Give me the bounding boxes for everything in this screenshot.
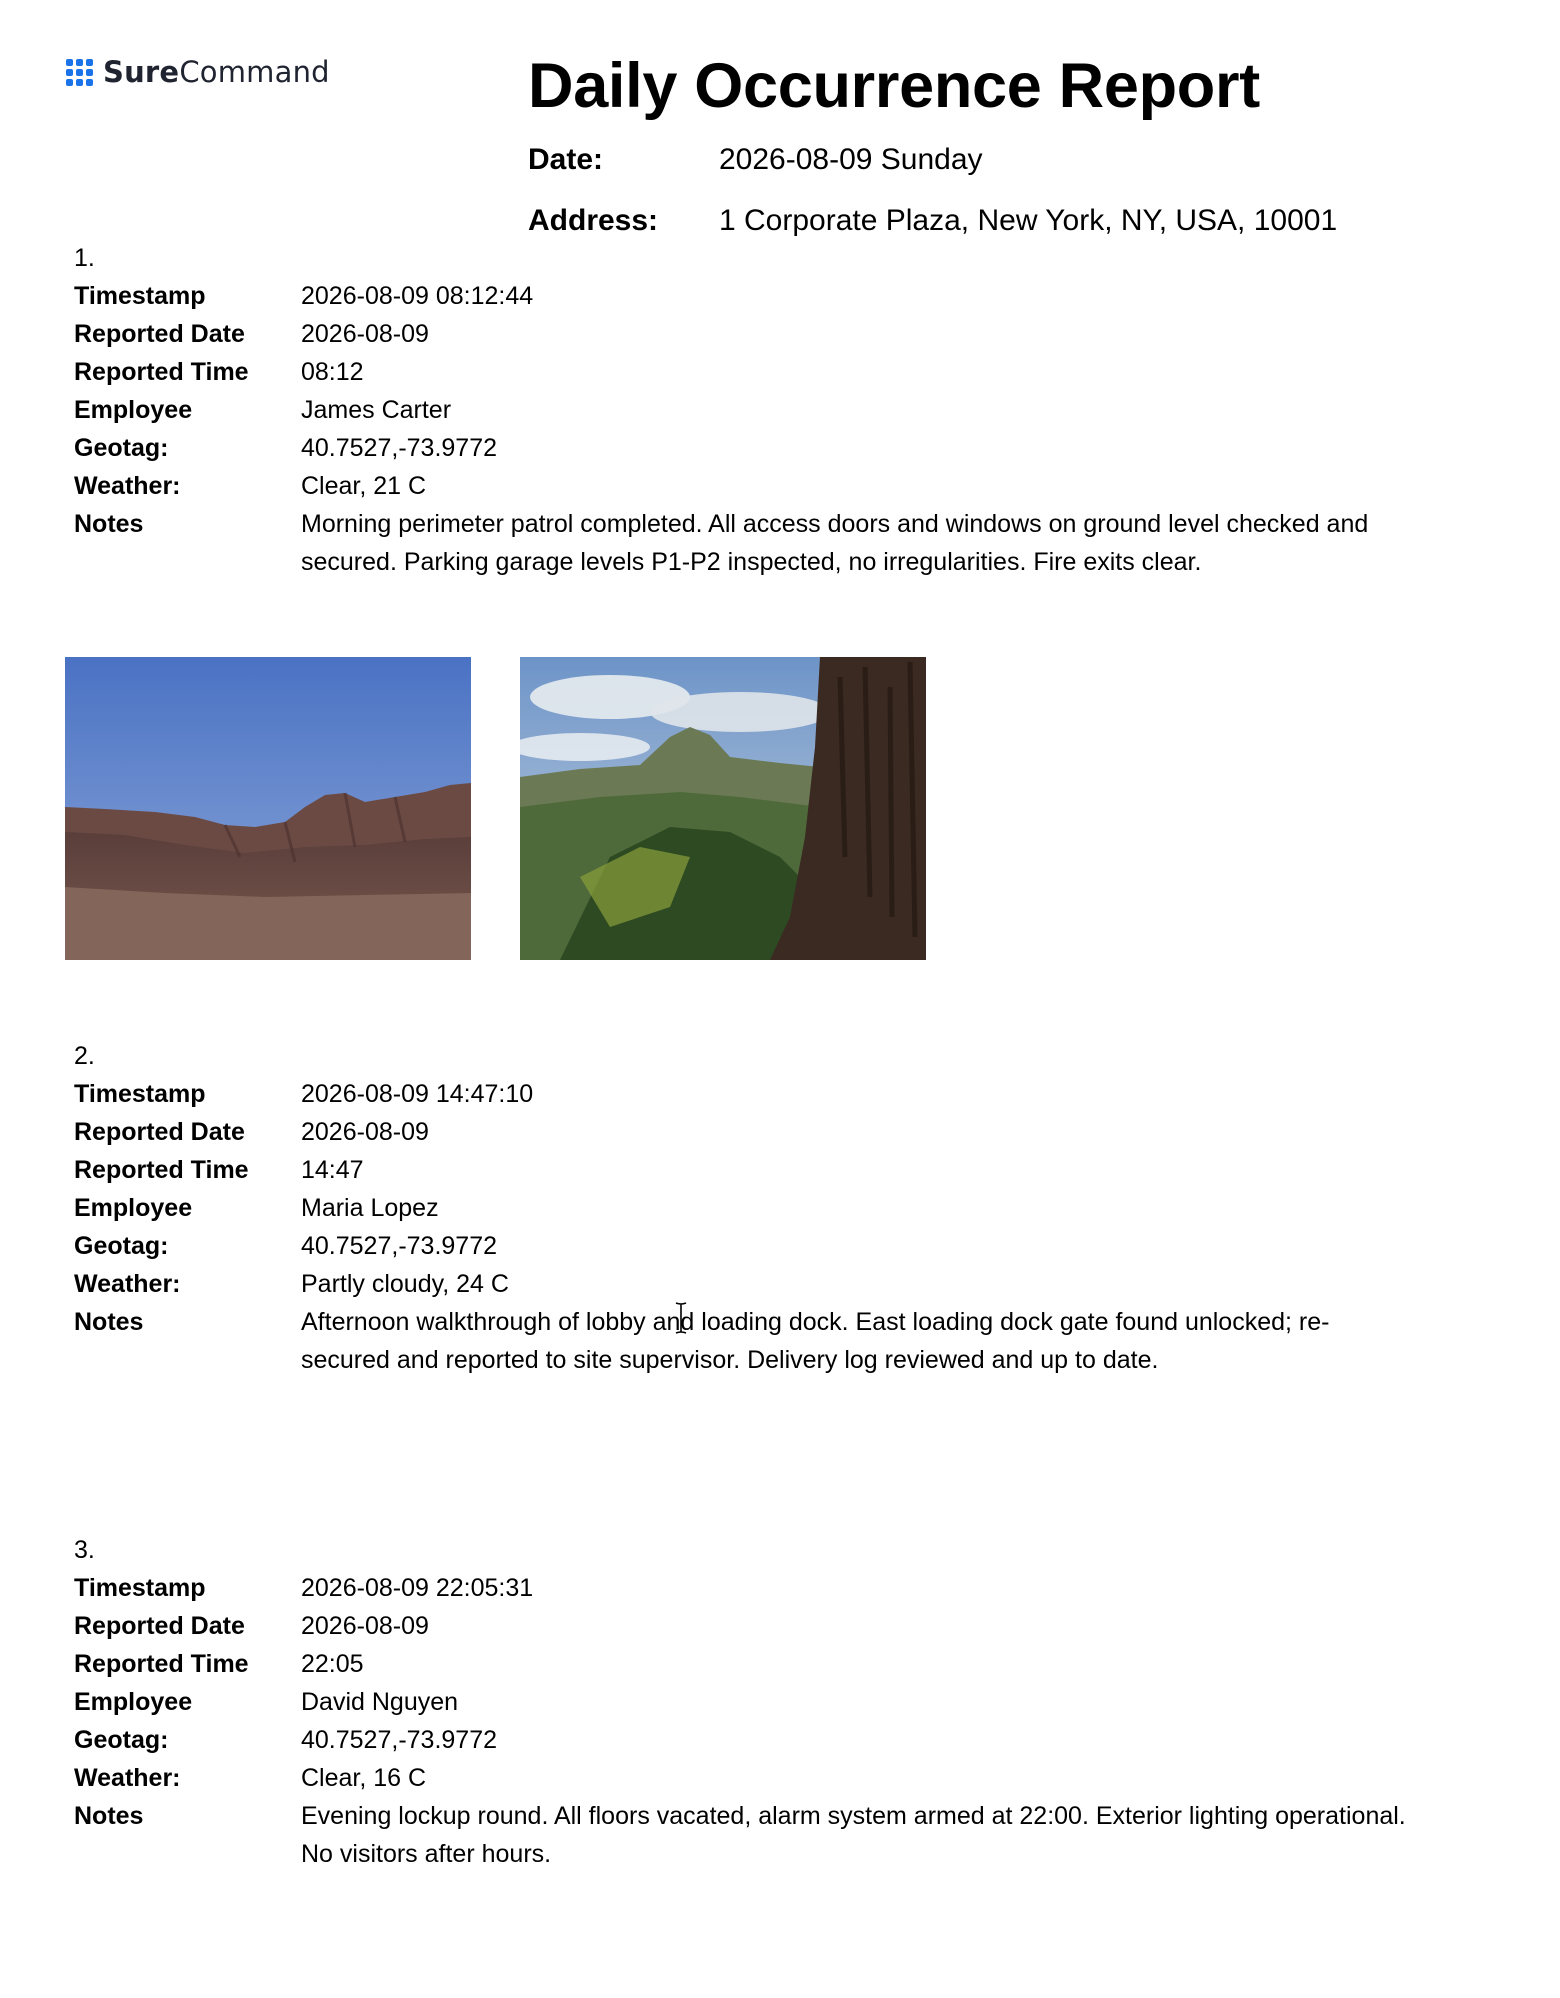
reported-time-label: Reported Time [74,1156,249,1184]
address-value: 1 Corporate Plaza, New York, NY, USA, 10001 [719,204,1338,237]
reported-date-label: Reported Date [74,1118,245,1146]
date-value: 2026-08-09 Sunday [719,143,983,176]
entry-1-photos [65,657,975,960]
notes-label: Notes [74,1802,144,1830]
employee-row [74,391,1414,429]
notes-label: Notes [74,510,144,538]
reported-time-value: 14:47 [301,1156,364,1184]
employee-label: Employee [74,1194,193,1222]
employee-label: Employee [74,396,193,424]
employee-label: Employee [74,1688,193,1716]
geotag-label: Geotag: [74,434,169,462]
geotag-row [74,1721,1414,1759]
geotag-value: 40.7527,-73.9772 [301,1726,498,1754]
reported-date-value: 2026-08-09 [301,1612,429,1640]
timestamp-row [74,277,1414,315]
reported-date-row [74,315,1414,353]
geotag-label: Geotag: [74,1726,169,1754]
weather-label: Weather: [74,1764,181,1792]
timestamp-label: Timestamp [74,1080,206,1108]
reported-date-label: Reported Date [74,1612,245,1640]
employee-value: James Carter [301,396,452,424]
notes-row [74,1797,1414,1873]
report-address-row [528,204,1337,238]
weather-value: Clear, 16 C [301,1764,427,1792]
date-label: Date: [528,143,604,176]
reported-time-row [74,1645,1414,1683]
reported-date-label: Reported Date [74,320,245,348]
reported-time-label: Reported Time [74,1650,249,1678]
timestamp-value: 2026-08-09 14:47:10 [301,1080,534,1108]
occurrence-entry-2 [74,1037,1414,1379]
reported-time-value: 22:05 [301,1650,364,1678]
desert-mountain-photo[interactable] [65,657,471,960]
reported-date-row [74,1607,1414,1645]
surecommand-logo [66,55,330,89]
reported-time-row [74,353,1414,391]
occurrence-entry-3 [74,1531,1414,1873]
entry-number: 2. [74,1042,95,1070]
notes-label: Notes [74,1308,144,1336]
grid-dots-icon [66,59,93,86]
weather-row [74,1265,1414,1303]
timestamp-label: Timestamp [74,1574,206,1602]
timestamp-row [74,1569,1414,1607]
timestamp-row [74,1075,1414,1113]
geotag-label: Geotag: [74,1232,169,1260]
occurrence-entry-1 [74,239,1414,581]
timestamp-value: 2026-08-09 22:05:31 [301,1574,534,1602]
employee-row [74,1683,1414,1721]
timestamp-value: 2026-08-09 08:12:44 [301,282,534,310]
report-title: Daily Occurrence Report [528,51,1260,121]
reported-date-row [74,1113,1414,1151]
weather-row [74,1759,1414,1797]
geotag-row [74,429,1414,467]
reported-date-value: 2026-08-09 [301,1118,429,1146]
report-date-row [528,143,983,177]
notes-value: Morning perimeter patrol completed. All access doors and windows on ground level checked and secured. Parking garage levels P1-P2 inspected, no irregularities. Fire exits clear. [301,510,1369,576]
weather-value: Partly cloudy, 24 C [301,1270,509,1298]
notes-row [74,505,1414,581]
employee-value: Maria Lopez [301,1194,439,1222]
reported-date-value: 2026-08-09 [301,320,429,348]
notes-value: Afternoon walkthrough of lobby and loading dock. East loading dock gate found unlocked; re-secured and reported to site supervisor. Delivery log reviewed and up to date. [301,1308,1330,1374]
entry-number: 3. [74,1536,95,1564]
mountain-cliff-photo[interactable] [520,657,926,960]
weather-row [74,467,1414,505]
reported-time-row [74,1151,1414,1189]
text-cursor-icon [675,1302,687,1334]
notes-value: Evening lockup round. All floors vacated, alarm system armed at 22:00. Exterior lighting operational. No visitors after hours. [301,1802,1406,1868]
brand-name: SureCommand [103,55,330,89]
timestamp-label: Timestamp [74,282,206,310]
entry-number: 1. [74,244,95,272]
reported-time-label: Reported Time [74,358,249,386]
geotag-value: 40.7527,-73.9772 [301,1232,498,1260]
notes-row [74,1303,1414,1379]
employee-value: David Nguyen [301,1688,459,1716]
employee-row [74,1189,1414,1227]
reported-time-value: 08:12 [301,358,364,386]
address-label: Address: [528,204,659,237]
weather-label: Weather: [74,1270,181,1298]
weather-label: Weather: [74,472,181,500]
geotag-value: 40.7527,-73.9772 [301,434,498,462]
weather-value: Clear, 21 C [301,472,427,500]
geotag-row [74,1227,1414,1265]
